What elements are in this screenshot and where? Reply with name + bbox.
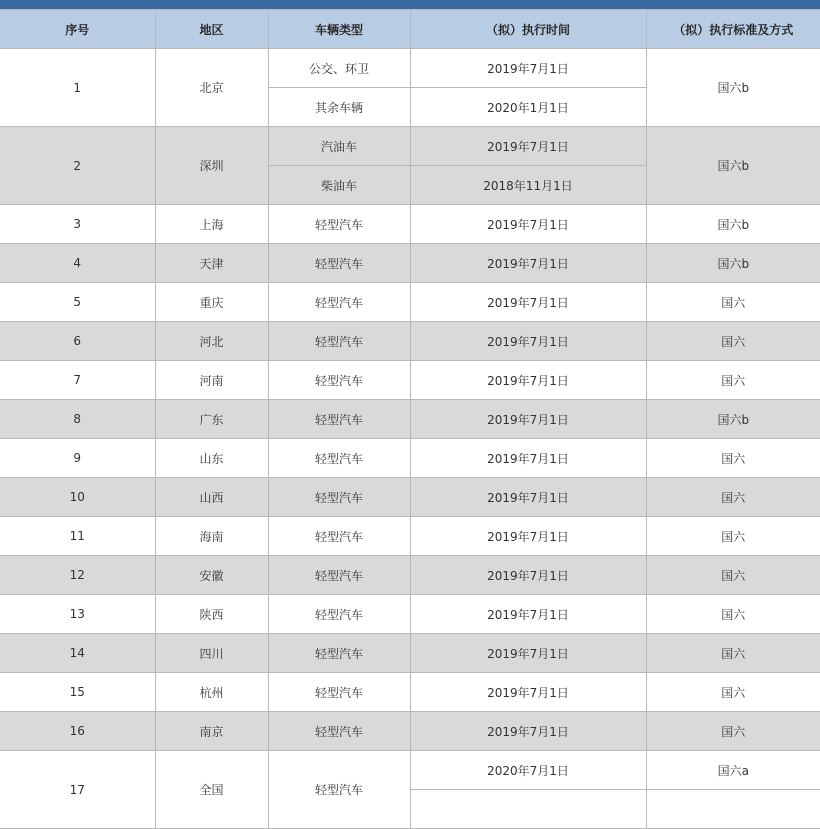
cell-standard: 国六: [646, 439, 820, 478]
table-row: [0, 244, 820, 283]
cell-region: 安徽: [155, 556, 268, 595]
cell-region: 河北: [155, 322, 268, 361]
cell-vehicle-type: 轻型汽车: [268, 322, 410, 361]
table-row: [0, 556, 820, 595]
cell-time: 2019年7月1日: [410, 322, 646, 361]
cell-time: 2019年7月1日: [410, 673, 646, 712]
cell-vehicle-type: 其余车辆: [268, 88, 410, 127]
cell-index: 3: [0, 205, 155, 244]
cell-standard: 国六b: [646, 244, 820, 283]
table-row: [0, 517, 820, 556]
cell-standard: 国六a: [646, 751, 820, 790]
cell-time: 2020年1月1日: [410, 88, 646, 127]
cell-index: 12: [0, 556, 155, 595]
table-row: [0, 49, 820, 88]
header-vehicle-type: 车辆类型: [268, 10, 410, 49]
header-standard: （拟）执行标准及方式: [646, 10, 820, 49]
header-row: [0, 10, 820, 49]
cell-standard: 国六b: [646, 400, 820, 439]
cell-time: 2020年7月1日: [410, 751, 646, 790]
cell-region: 山东: [155, 439, 268, 478]
cell-time: 2019年7月1日: [410, 556, 646, 595]
cell-vehicle-type: 轻型汽车: [268, 244, 410, 283]
cell-time: 2019年7月1日: [410, 517, 646, 556]
cell-region: 天津: [155, 244, 268, 283]
cell-index: 7: [0, 361, 155, 400]
cell-time: 2019年7月1日: [410, 205, 646, 244]
cell-vehicle-type: 轻型汽车: [268, 517, 410, 556]
table-row: [0, 127, 820, 166]
table-row: [0, 673, 820, 712]
cell-vehicle-type: 轻型汽车: [268, 556, 410, 595]
cell-standard: 国六: [646, 322, 820, 361]
table-row: [0, 283, 820, 322]
cell-standard: 国六: [646, 595, 820, 634]
emission-standard-table: [0, 9, 820, 829]
cell-index: 11: [0, 517, 155, 556]
cell-standard: 国六: [646, 673, 820, 712]
cell-index: 9: [0, 439, 155, 478]
cell-time: 2019年7月1日: [410, 361, 646, 400]
cell-index: 14: [0, 634, 155, 673]
cell-region: 山西: [155, 478, 268, 517]
cell-standard: 国六: [646, 361, 820, 400]
cell-region: 上海: [155, 205, 268, 244]
table-body: [0, 49, 820, 829]
cell-time: 2018年11月1日: [410, 166, 646, 205]
cell-region: 海南: [155, 517, 268, 556]
cell-standard: 国六: [646, 478, 820, 517]
cell-time: 2019年7月1日: [410, 49, 646, 88]
cell-index: 6: [0, 322, 155, 361]
cell-standard: [646, 790, 820, 829]
cell-vehicle-type: 柴油车: [268, 166, 410, 205]
cell-index: 2: [0, 127, 155, 205]
cell-vehicle-type: 轻型汽车: [268, 712, 410, 751]
cell-vehicle-type: 轻型汽车: [268, 478, 410, 517]
cell-region: 全国: [155, 751, 268, 829]
cell-time: 2019年7月1日: [410, 439, 646, 478]
cell-region: 重庆: [155, 283, 268, 322]
cell-standard: 国六: [646, 634, 820, 673]
cell-index: 10: [0, 478, 155, 517]
table-row: [0, 478, 820, 517]
cell-index: 8: [0, 400, 155, 439]
cell-index: 16: [0, 712, 155, 751]
cell-time: 2019年7月1日: [410, 283, 646, 322]
cell-standard: 国六b: [646, 49, 820, 127]
cell-time: 2019年7月1日: [410, 712, 646, 751]
cell-vehicle-type: 轻型汽车: [268, 595, 410, 634]
header-index: 序号: [0, 10, 155, 49]
cell-region: 深圳: [155, 127, 268, 205]
table-row: [0, 751, 820, 790]
cell-standard: 国六: [646, 283, 820, 322]
table-row: [0, 400, 820, 439]
top-banner-strip: [0, 0, 820, 9]
cell-index: 13: [0, 595, 155, 634]
cell-vehicle-type: 轻型汽车: [268, 673, 410, 712]
table-header: [0, 10, 820, 49]
cell-region: 河南: [155, 361, 268, 400]
cell-standard: 国六: [646, 517, 820, 556]
table-row: [0, 322, 820, 361]
table-row: [0, 712, 820, 751]
cell-time: [410, 790, 646, 829]
cell-vehicle-type: 汽油车: [268, 127, 410, 166]
cell-standard: 国六b: [646, 205, 820, 244]
cell-time: 2019年7月1日: [410, 595, 646, 634]
cell-vehicle-type: 轻型汽车: [268, 400, 410, 439]
cell-index: 1: [0, 49, 155, 127]
cell-standard: 国六: [646, 712, 820, 751]
header-time: （拟）执行时间: [410, 10, 646, 49]
cell-standard: 国六b: [646, 127, 820, 205]
cell-vehicle-type: 轻型汽车: [268, 361, 410, 400]
cell-vehicle-type: 轻型汽车: [268, 751, 410, 829]
cell-region: 北京: [155, 49, 268, 127]
cell-time: 2019年7月1日: [410, 478, 646, 517]
cell-vehicle-type: 轻型汽车: [268, 439, 410, 478]
cell-vehicle-type: 轻型汽车: [268, 205, 410, 244]
cell-standard: 国六: [646, 556, 820, 595]
table-row: [0, 634, 820, 673]
cell-region: 广东: [155, 400, 268, 439]
cell-time: 2019年7月1日: [410, 400, 646, 439]
cell-index: 4: [0, 244, 155, 283]
cell-region: 陕西: [155, 595, 268, 634]
cell-region: 四川: [155, 634, 268, 673]
cell-index: 5: [0, 283, 155, 322]
cell-region: 杭州: [155, 673, 268, 712]
table-row: [0, 205, 820, 244]
header-region: 地区: [155, 10, 268, 49]
cell-vehicle-type: 公交、环卫: [268, 49, 410, 88]
cell-vehicle-type: 轻型汽车: [268, 634, 410, 673]
cell-vehicle-type: 轻型汽车: [268, 283, 410, 322]
cell-index: 15: [0, 673, 155, 712]
cell-time: 2019年7月1日: [410, 634, 646, 673]
table-row: [0, 361, 820, 400]
cell-time: 2019年7月1日: [410, 127, 646, 166]
table-row: [0, 439, 820, 478]
cell-index: 17: [0, 751, 155, 829]
cell-time: 2019年7月1日: [410, 244, 646, 283]
table-row: [0, 595, 820, 634]
cell-region: 南京: [155, 712, 268, 751]
